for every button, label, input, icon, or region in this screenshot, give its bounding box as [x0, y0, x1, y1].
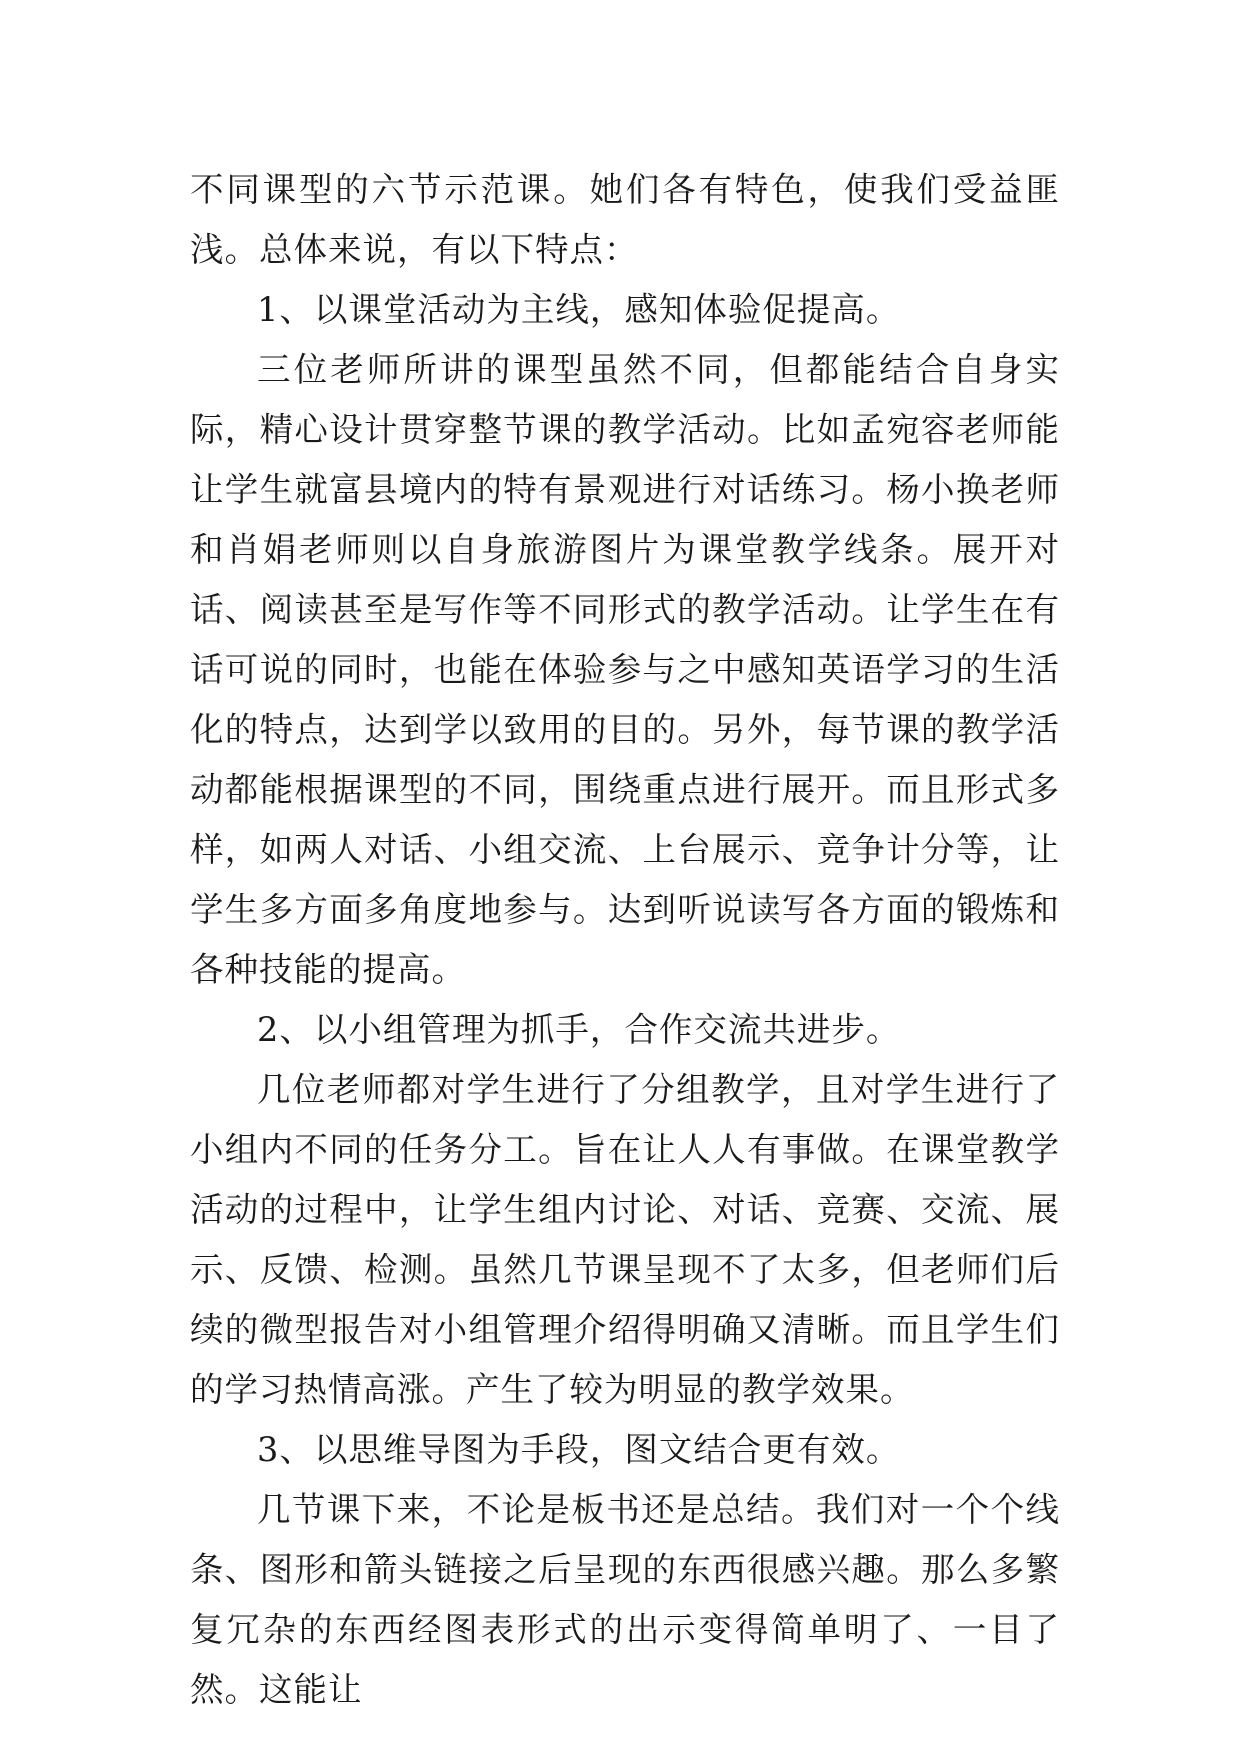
paragraph-activities: 三位老师所讲的课型虽然不同，但都能结合自身实际，精心设计贯穿整节课的教学活动。比如孟宛容老师能让学生就富县境内的特有景观进行对话练习。杨小换老师和肖娟老师则以自身旅游图片为课堂教学线条。展开对话、阅读甚至是写作等不同形式的教学活动。让学生在有话可说的同时，也能在体验参与之中感知英语学习的生活化的特点，达到学以致用的目的。另外，每节课的教学活动都能根据课型的不同，围绕重点进行展开。而且形式多样，如两人对话、小组交流、上台展示、竞争计分等，让学生多方面多角度地参与。达到听说读写各方面的锻炼和各种技能的提高。: [190, 350, 1060, 989]
document-body: [190, 160, 1060, 1720]
section-heading-2: 2、以小组管理为抓手，合作交流共进步。: [257, 1010, 901, 1049]
paragraph-group-management: 几位老师都对学生进行了分组教学，且对学生进行了小组内不同的任务分工。旨在让人人有事做。在课堂教学活动的过程中，让学生组内讨论、对话、竞赛、交流、展示、反馈、检测。虽然几节课呈现不了太多，但老师们后续的微型报告对小组管理介绍得明确又清晰。而且学生们的学习热情高涨。产生了较为明显的教学效果。: [190, 1070, 1060, 1409]
section-heading-3: 3、以思维导图为手段，图文结合更有效。: [257, 1430, 901, 1469]
paragraph-mind-maps: 几节课下来，不论是板书还是总结。我们对一个个线条、图形和箭头链接之后呈现的东西很感兴趣。那么多繁复冗杂的东西经图表形式的出示变得简单明了、一目了然。这能让: [190, 1490, 1060, 1709]
paragraph-continuation: 不同课型的六节示范课。她们各有特色，使我们受益匪浅。总体来说，有以下特点：: [190, 170, 1060, 269]
section-heading-1: 1、以课堂活动为主线，感知体验促提高。: [257, 290, 901, 329]
